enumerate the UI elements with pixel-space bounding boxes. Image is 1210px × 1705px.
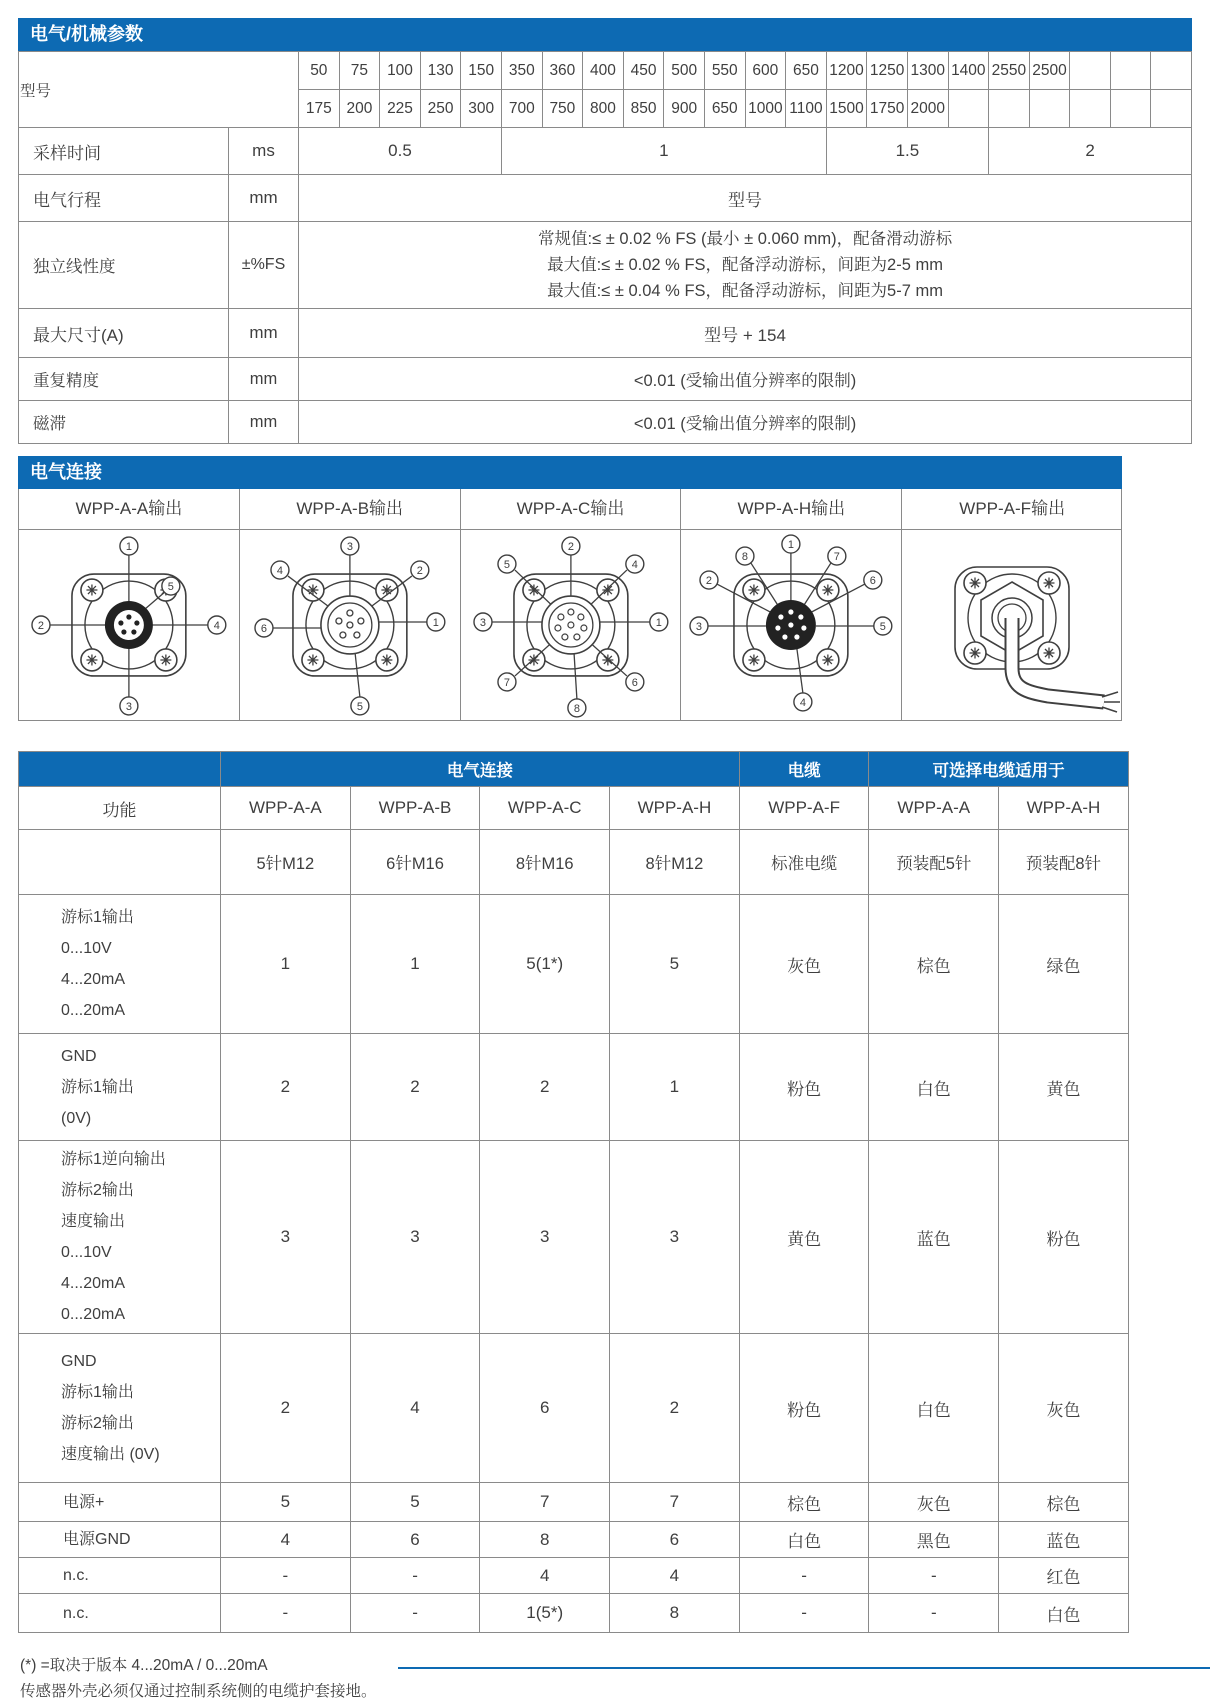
svg-text:1: 1 xyxy=(432,616,439,629)
pin-table-corner xyxy=(19,752,221,787)
pin-callout xyxy=(864,571,882,589)
linearity-row xyxy=(19,222,1192,309)
cable-color-cell: 白色 xyxy=(869,1334,999,1483)
column-header: WPP-A-H xyxy=(610,787,740,830)
svg-text:1: 1 xyxy=(655,616,662,629)
cable-color-cell: 粉色 xyxy=(999,1141,1129,1334)
model-cell: 1750 xyxy=(867,90,908,128)
pin-table-row xyxy=(19,1141,1129,1334)
pin-cell: 2 xyxy=(221,1334,351,1483)
function-line: 游标1逆向输出 xyxy=(61,1151,166,1168)
connector-drawing-area xyxy=(902,530,1122,720)
page-footer-rule xyxy=(398,1667,1210,1669)
footnote-line-1: (*) =取决于版本 4...20mA / 0...20mA xyxy=(20,1657,268,1674)
model-cell: 850 xyxy=(623,90,664,128)
svg-text:4: 4 xyxy=(213,619,220,632)
row-unit: ±%FS xyxy=(229,222,299,309)
hysteresis-value: <0.01 (受输出值分辨率的限制) xyxy=(299,401,1192,444)
connector-drawing-area xyxy=(461,530,681,720)
model-cell-empty xyxy=(989,90,1030,128)
function-line: 游标2输出 xyxy=(61,1415,134,1432)
model-cell-empty xyxy=(1070,90,1111,128)
cable-color-cell: 灰色 xyxy=(999,1334,1129,1483)
model-label: 型号 xyxy=(19,52,299,128)
cable-color-cell: 红色 xyxy=(999,1558,1129,1594)
svg-text:7: 7 xyxy=(834,551,841,564)
pin-table-row xyxy=(19,895,1129,1034)
pin-table-row xyxy=(19,1034,1129,1141)
connector-col-wpp-a-h xyxy=(681,489,902,720)
connector-core xyxy=(766,600,816,650)
row-unit: mm xyxy=(229,401,299,444)
repeatability-value: <0.01 (受输出值分辨率的限制) xyxy=(299,358,1192,401)
connector-core xyxy=(105,601,153,649)
svg-text:7: 7 xyxy=(503,676,510,689)
params-section xyxy=(18,18,1192,444)
model-cell: 700 xyxy=(501,90,542,128)
cable-color-cell: - xyxy=(869,1594,999,1633)
pin-table-row xyxy=(19,1522,1129,1558)
function-cell xyxy=(19,1141,221,1334)
pin-cell: 4 xyxy=(350,1334,480,1483)
model-cell: 175 xyxy=(299,90,340,128)
function-line: 0...10V xyxy=(61,940,112,957)
pin-callout xyxy=(625,555,643,573)
row-label: 采样时间 xyxy=(19,128,229,175)
cable-color-cell: 黑色 xyxy=(869,1522,999,1558)
subheader: 5针M12 xyxy=(221,830,351,895)
svg-text:2: 2 xyxy=(37,619,45,632)
function-line: 游标1输出 xyxy=(61,1384,134,1401)
pin-cell: 7 xyxy=(610,1483,740,1522)
model-cell-empty xyxy=(1110,90,1151,128)
subheader: 预装配8针 xyxy=(999,830,1129,895)
svg-text:3: 3 xyxy=(479,616,486,629)
pin-callout xyxy=(120,697,138,715)
connector-title: WPP-A-A输出 xyxy=(19,489,239,530)
svg-text:1: 1 xyxy=(125,541,132,554)
pin-table-row xyxy=(19,1334,1129,1483)
row-label: 重复精度 xyxy=(19,358,229,401)
column-header: WPP-A-A xyxy=(221,787,351,830)
pin-callout xyxy=(474,613,492,631)
cable-color-cell: - xyxy=(739,1594,869,1633)
function-line: 0...20mA xyxy=(61,1306,126,1323)
pin-cell: 7 xyxy=(480,1483,610,1522)
model-cell: 600 xyxy=(745,52,786,90)
pin-cell: 2 xyxy=(480,1034,610,1141)
model-cell: 150 xyxy=(461,52,502,90)
svg-text:2: 2 xyxy=(706,575,713,588)
pin-cell: 4 xyxy=(221,1522,351,1558)
cable-color-cell: 绿色 xyxy=(999,895,1129,1034)
column-header: WPP-A-B xyxy=(350,787,480,830)
connector-drawing-area xyxy=(681,530,901,720)
cable-color-cell: 灰色 xyxy=(869,1483,999,1522)
column-header: WPP-A-C xyxy=(480,787,610,830)
max-dimension-row xyxy=(19,309,1192,358)
svg-text:4: 4 xyxy=(800,696,807,709)
pin-cell: - xyxy=(350,1594,480,1633)
linearity-line: 最大值:≤ ± 0.04 % FS，配备浮动游标，间距为5-7 mm xyxy=(547,282,943,300)
pin-callout xyxy=(427,613,445,631)
connector-drawing-area xyxy=(19,530,239,720)
function-line: 游标1输出 xyxy=(61,1078,134,1096)
connector-col-wpp-a-a xyxy=(19,489,240,720)
pin-callout xyxy=(411,561,429,579)
connector-title: WPP-A-B输出 xyxy=(240,489,460,530)
function-line: 0...20mA xyxy=(61,1002,126,1019)
pin-callout xyxy=(562,537,580,555)
cable-color-cell: 棕色 xyxy=(869,895,999,1034)
pin-cell: 1 xyxy=(350,895,480,1034)
function-line: 0...10V xyxy=(61,1244,112,1261)
repeatability-row xyxy=(19,358,1192,401)
function-line: 电源+ xyxy=(63,1493,105,1511)
cable-color-cell: 黄色 xyxy=(999,1034,1129,1141)
column-header: WPP-A-F xyxy=(739,787,869,830)
pin-callout xyxy=(162,577,180,595)
group-header-optional: 可选择电缆适用于 xyxy=(869,752,1128,787)
pin-cell: 6 xyxy=(610,1522,740,1558)
cable-color-cell: 粉色 xyxy=(739,1034,869,1141)
function-cell xyxy=(19,1034,221,1141)
cable-color-cell: 棕色 xyxy=(999,1483,1129,1522)
function-line: 4...20mA xyxy=(61,971,126,988)
model-cell: 1100 xyxy=(786,90,827,128)
model-cell: 75 xyxy=(339,52,380,90)
svg-text:6: 6 xyxy=(870,575,877,588)
connector-diagram-8pin-m16 xyxy=(461,530,681,720)
model-cell: 350 xyxy=(501,52,542,90)
pin-cell: 2 xyxy=(350,1034,480,1141)
model-cell-empty xyxy=(1070,52,1111,90)
row-unit: mm xyxy=(229,309,299,358)
model-cell: 1000 xyxy=(745,90,786,128)
svg-text:3: 3 xyxy=(346,541,353,554)
svg-text:5: 5 xyxy=(356,700,363,713)
connector-col-wpp-a-b xyxy=(240,489,461,720)
pin-cell: 2 xyxy=(221,1034,351,1141)
pin-table-row xyxy=(19,1483,1129,1522)
pin-cell: - xyxy=(221,1558,351,1594)
function-line: 游标2输出 xyxy=(61,1182,134,1199)
connector-title: WPP-A-F输出 xyxy=(902,489,1122,530)
model-cell-empty xyxy=(1029,90,1070,128)
connector-section xyxy=(18,456,1122,721)
model-cell: 800 xyxy=(583,90,624,128)
model-cell: 400 xyxy=(583,52,624,90)
electrical-stroke-row xyxy=(19,175,1192,222)
subheader: 8针M12 xyxy=(610,830,740,895)
linearity-line: 常规值:≤ ± 0.02 % FS (最小 ± 0.060 mm)，配备滑动游标 xyxy=(538,230,953,248)
model-cell: 2500 xyxy=(1029,52,1070,90)
cable-color-cell: - xyxy=(739,1558,869,1594)
pin-table-column-header-row xyxy=(19,787,1129,830)
connector-diagram-cable xyxy=(902,530,1122,720)
pin-cell: 2 xyxy=(610,1334,740,1483)
column-header: WPP-A-A xyxy=(869,787,999,830)
function-cell xyxy=(19,1483,221,1522)
model-cell: 450 xyxy=(623,52,664,90)
pin-callout xyxy=(700,571,718,589)
pin-cell: 5 xyxy=(610,895,740,1034)
function-line: 速度输出 xyxy=(61,1213,126,1230)
model-cell: 1300 xyxy=(907,52,948,90)
pin-callout xyxy=(351,697,369,715)
pin-assignment-table xyxy=(18,751,1129,1633)
subheader: 8针M16 xyxy=(480,830,610,895)
function-line: GND xyxy=(61,1047,97,1065)
sampling-value: 0.5 xyxy=(299,128,502,175)
pin-cell: 1(5*) xyxy=(480,1594,610,1633)
connector-core xyxy=(321,596,379,654)
model-cell-empty xyxy=(948,90,989,128)
connector-diagram-5pin-m12 xyxy=(19,530,239,720)
function-line: 游标1输出 xyxy=(61,909,134,926)
row-label: 独立线性度 xyxy=(19,222,229,309)
model-cell: 300 xyxy=(461,90,502,128)
linearity-value xyxy=(299,222,1192,309)
function-cell xyxy=(19,1334,221,1483)
pin-cell: 3 xyxy=(350,1141,480,1334)
connector-diagram-8pin-m12 xyxy=(681,530,901,720)
cable-color-cell: 白色 xyxy=(999,1594,1129,1633)
pin-callout xyxy=(874,617,892,635)
group-header-electrical: 电气连接 xyxy=(221,752,740,787)
pin-cell: 5(1*) xyxy=(480,895,610,1034)
pin-cell: 4 xyxy=(480,1558,610,1594)
cable-color-cell: - xyxy=(869,1558,999,1594)
pin-table-row xyxy=(19,1558,1129,1594)
model-cell: 2550 xyxy=(989,52,1030,90)
connector-title: WPP-A-H输出 xyxy=(681,489,901,530)
model-cell: 1500 xyxy=(826,90,867,128)
function-line: (0V) xyxy=(61,1109,92,1127)
model-cell: 200 xyxy=(339,90,380,128)
column-header: WPP-A-H xyxy=(999,787,1129,830)
function-cell xyxy=(19,1558,221,1594)
cable-color-cell: 棕色 xyxy=(739,1483,869,1522)
pin-cell: 1 xyxy=(221,895,351,1034)
model-cell: 225 xyxy=(380,90,421,128)
pin-callout xyxy=(498,673,516,691)
pin-callout xyxy=(736,547,754,565)
pin-callout xyxy=(32,616,50,634)
cable-color-cell: 黄色 xyxy=(739,1141,869,1334)
function-line: 速度输出 (0V) xyxy=(61,1446,160,1463)
pin-callout xyxy=(690,617,708,635)
row-unit: ms xyxy=(229,128,299,175)
function-cell xyxy=(19,1522,221,1558)
svg-text:5: 5 xyxy=(167,581,174,594)
pin-cell: 3 xyxy=(480,1141,610,1334)
pin-callout xyxy=(828,547,846,565)
pin-callout xyxy=(498,555,516,573)
pin-callout xyxy=(208,616,226,634)
row-label: 最大尺寸(A) xyxy=(19,309,229,358)
pin-cell: 5 xyxy=(350,1483,480,1522)
svg-text:6: 6 xyxy=(260,622,267,635)
model-cell: 550 xyxy=(704,52,745,90)
pin-callout xyxy=(782,535,800,553)
model-cell: 500 xyxy=(664,52,705,90)
sampling-value: 1 xyxy=(501,128,826,175)
model-cell: 1400 xyxy=(948,52,989,90)
pin-table-subheader-row xyxy=(19,830,1129,895)
svg-text:4: 4 xyxy=(276,565,283,578)
function-line: n.c. xyxy=(63,1567,89,1584)
row-unit: mm xyxy=(229,175,299,222)
svg-text:8: 8 xyxy=(573,702,580,715)
row-unit: mm xyxy=(229,358,299,401)
pin-callout xyxy=(271,561,289,579)
function-line: n.c. xyxy=(63,1604,89,1622)
model-cell: 360 xyxy=(542,52,583,90)
model-cell: 130 xyxy=(420,52,461,90)
subheader-blank xyxy=(19,830,221,895)
svg-text:2: 2 xyxy=(416,565,423,578)
pin-table-row xyxy=(19,1594,1129,1633)
group-header-cable: 电缆 xyxy=(739,752,869,787)
cable-color-cell: 蓝色 xyxy=(999,1522,1129,1558)
pin-cell: - xyxy=(221,1594,351,1633)
svg-text:8: 8 xyxy=(742,551,749,564)
pin-callout xyxy=(649,613,667,631)
pin-callout xyxy=(255,619,273,637)
cable-color-cell: 灰色 xyxy=(739,895,869,1034)
model-row-1 xyxy=(19,52,1192,90)
model-cell: 2000 xyxy=(907,90,948,128)
svg-text:5: 5 xyxy=(880,620,887,633)
params-section-title: 电气/机械参数 xyxy=(18,18,1192,51)
pin-cell: 6 xyxy=(350,1522,480,1558)
footnote-line-2: 传感器外壳必须仅通过控制系统侧的电缆护套接地。 xyxy=(20,1683,377,1700)
model-cell-empty xyxy=(1151,52,1192,90)
pin-cell: 3 xyxy=(221,1141,351,1334)
sampling-value: 1.5 xyxy=(826,128,988,175)
function-cell xyxy=(19,1594,221,1633)
connector-diagram-6pin-m16 xyxy=(240,530,460,720)
max-dimension-value: 型号 + 154 xyxy=(299,309,1192,358)
model-cell: 1200 xyxy=(826,52,867,90)
cable-color-cell: 蓝色 xyxy=(869,1141,999,1334)
subheader: 预装配5针 xyxy=(869,830,999,895)
pin-cell: - xyxy=(350,1558,480,1594)
pin-callout xyxy=(625,673,643,691)
linearity-line: 最大值:≤ ± 0.02 % FS，配备浮动游标，间距为2-5 mm xyxy=(547,256,943,274)
model-cell: 50 xyxy=(299,52,340,90)
cable-color-cell: 白色 xyxy=(869,1034,999,1141)
connector-col-wpp-a-f xyxy=(902,489,1122,720)
model-cell-empty xyxy=(1151,90,1192,128)
model-cell: 750 xyxy=(542,90,583,128)
svg-text:1: 1 xyxy=(788,539,795,552)
pin-cell: 8 xyxy=(610,1594,740,1633)
connector-core xyxy=(542,596,600,654)
pin-cell: 1 xyxy=(610,1034,740,1141)
model-cell: 100 xyxy=(380,52,421,90)
row-label: 电气行程 xyxy=(19,175,229,222)
pin-cell: 3 xyxy=(610,1141,740,1334)
pin-callout xyxy=(567,699,585,717)
svg-text:6: 6 xyxy=(631,676,638,689)
pin-cell: 6 xyxy=(480,1334,610,1483)
hysteresis-row xyxy=(19,401,1192,444)
stroke-value: 型号 xyxy=(299,175,1192,222)
function-header: 功能 xyxy=(19,787,221,830)
svg-text:3: 3 xyxy=(125,700,132,713)
sampling-value: 2 xyxy=(989,128,1192,175)
connector-grid xyxy=(18,489,1122,721)
pin-table-group-header-row xyxy=(19,752,1129,787)
svg-text:3: 3 xyxy=(696,620,703,633)
function-line: GND xyxy=(61,1353,97,1370)
pin-callout xyxy=(341,537,359,555)
params-table xyxy=(18,51,1192,444)
connector-title: WPP-A-C输出 xyxy=(461,489,681,530)
subheader: 标准电缆 xyxy=(739,830,869,895)
svg-text:2: 2 xyxy=(567,541,574,554)
model-cell: 1250 xyxy=(867,52,908,90)
function-cell xyxy=(19,895,221,1034)
pin-callout xyxy=(120,537,138,555)
connector-drawing-area xyxy=(240,530,460,720)
connector-section-title: 电气连接 xyxy=(18,456,1122,489)
model-cell: 250 xyxy=(420,90,461,128)
pin-cell: 8 xyxy=(480,1522,610,1558)
footnotes xyxy=(20,1653,1210,1705)
model-cell: 650 xyxy=(786,52,827,90)
pin-callout xyxy=(794,693,812,711)
cable-color-cell: 粉色 xyxy=(739,1334,869,1483)
function-line: 电源GND xyxy=(63,1531,131,1548)
model-cell: 900 xyxy=(664,90,705,128)
connector-col-wpp-a-c xyxy=(461,489,682,720)
cable-color-cell: 白色 xyxy=(739,1522,869,1558)
sampling-time-row xyxy=(19,128,1192,175)
model-cell: 650 xyxy=(704,90,745,128)
model-cell-empty xyxy=(1110,52,1151,90)
svg-text:4: 4 xyxy=(631,559,638,572)
function-line: 4...20mA xyxy=(61,1275,126,1292)
subheader: 6针M16 xyxy=(350,830,480,895)
row-label: 磁滞 xyxy=(19,401,229,444)
svg-text:5: 5 xyxy=(503,559,510,572)
pin-cell: 5 xyxy=(221,1483,351,1522)
pin-cell: 4 xyxy=(610,1558,740,1594)
